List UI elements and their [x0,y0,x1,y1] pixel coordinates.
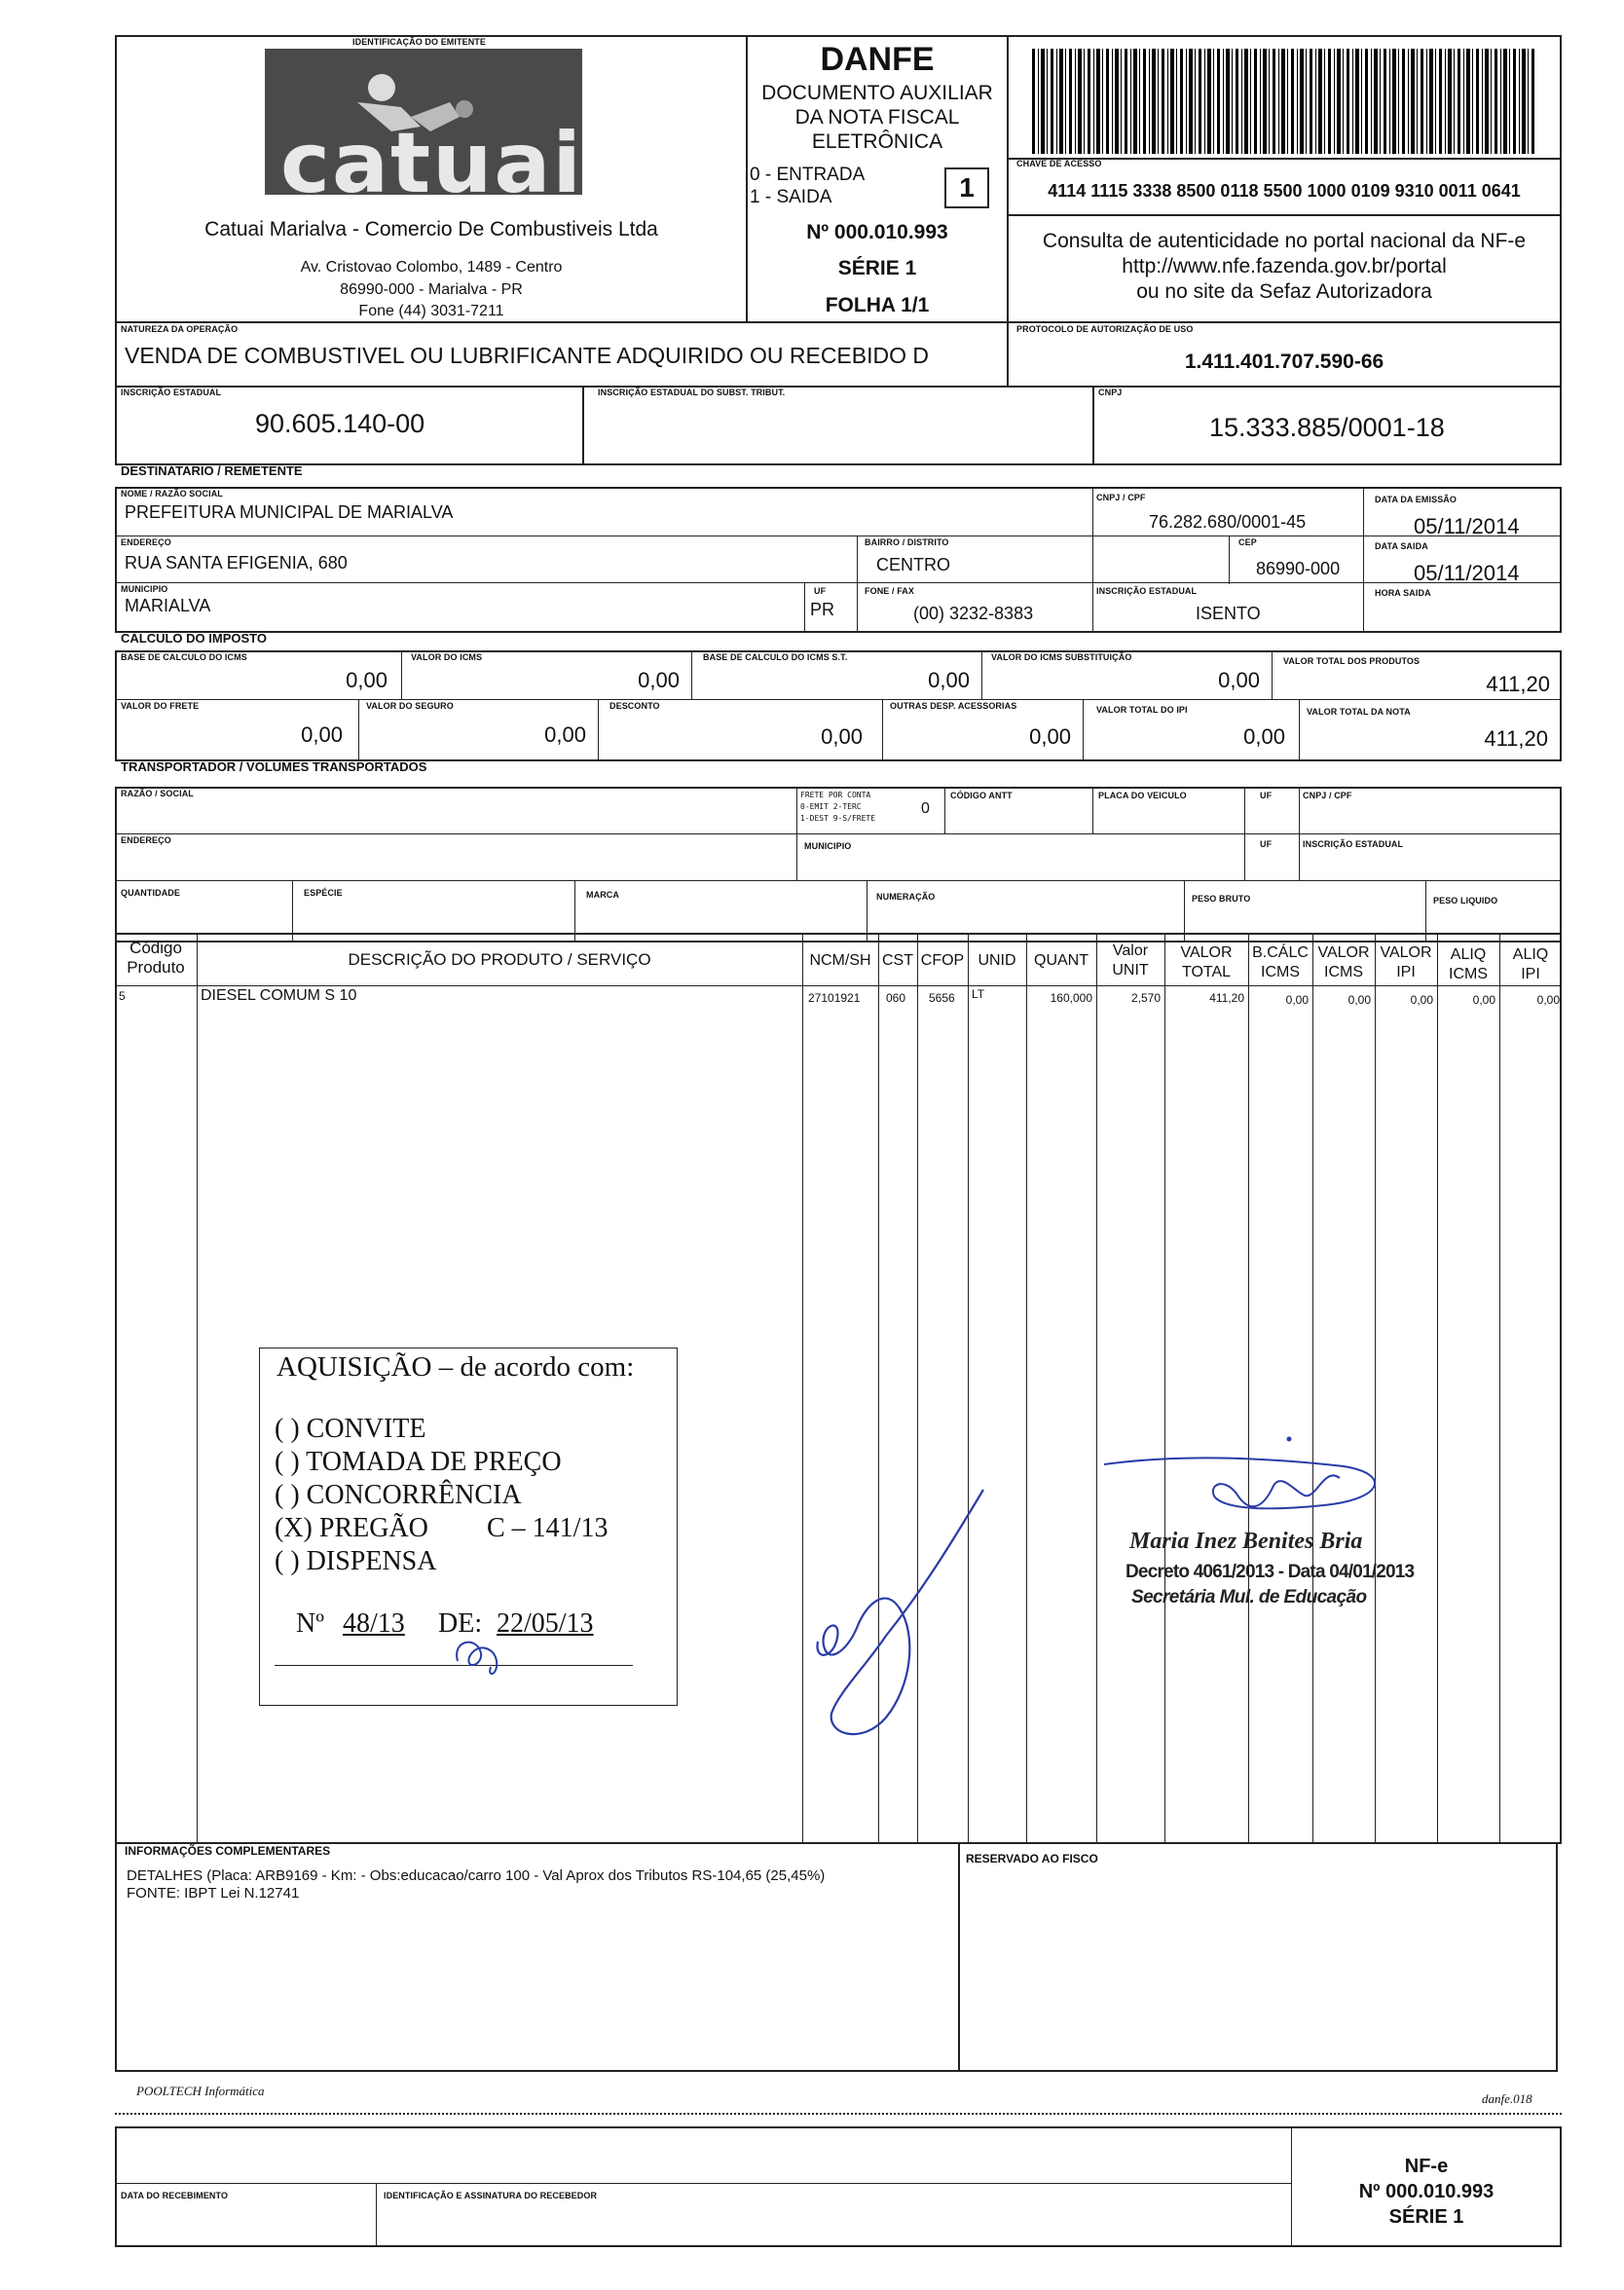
natureza-value: VENDA DE COMBUSTIVEL OU LUBRIFICANTE ADQUIRIDO OU RECEBIDO D [125,343,930,368]
trans-uf2-label: UF [1260,839,1273,849]
recebimento-label: DATA DO RECEBIMENTO [121,2191,229,2200]
hdr-vunit2: UNIT [1112,962,1149,979]
frete-label: VALOR DO FRETE [121,701,200,711]
ipi: 0,00 [1243,724,1285,749]
fisco-box [958,1842,1558,2072]
consulta-line1: Consulta de autenticidade no portal nacional da NF-e [1042,230,1527,252]
trans-marca-label: MARCA [586,890,619,900]
form-code: danfe.018 [1482,2091,1532,2106]
prod-v1 [197,933,198,1844]
seguro-label: VALOR DO SEGURO [366,701,454,711]
stamp-opt4: (X) PREGÃO [275,1513,428,1543]
item-vtotal: 411,20 [1209,991,1244,1005]
danfe-subtitle3: ELETRÔNICA [811,130,943,153]
hdr-codigo1: Código [129,939,182,957]
item-vunit: 2,570 [1130,991,1161,1005]
hdr-aicms1: ALIQ [1450,946,1487,963]
stamp-opt4b: C – 141/13 [487,1513,609,1543]
trans-line-1 [115,833,1562,834]
danfe-serie: SÉRIE 1 [837,257,917,279]
dest-cep-label: CEP [1238,537,1257,547]
item-aicms: 0,00 [1472,993,1495,1007]
hdr-vtotal2: TOTAL [1181,964,1232,980]
desconto-label: DESCONTO [609,701,660,711]
hdr-aipi1: ALIQ [1512,946,1549,963]
dest-fone-label: FONE / FAX [865,586,915,596]
recebimento-v1 [376,2183,377,2247]
dest-emissao-label: DATA DA EMISSÃO [1375,495,1457,504]
dest-ie-label: INSCRIÇÃO ESTADUAL [1096,586,1198,596]
total-prod: 411,20 [1486,672,1550,696]
prod-v6 [1026,933,1027,1844]
dest-municipio: MARIALVA [125,596,211,615]
trans-frete-val: 0 [921,800,930,817]
prod-v8 [1164,933,1165,1844]
imposto-row-line [115,699,1562,700]
valor-st: 0,00 [1218,668,1260,692]
dest-endereco: RUA SANTA EFIGENIA, 680 [125,553,348,572]
hdr-aicms2: ICMS [1449,966,1488,982]
dest-vline-3 [857,536,858,584]
dest-ie: ISENTO [1196,604,1261,623]
base-icms-label: BASE DE CALCULO DO ICMS [121,652,247,662]
item-quant: 160,000 [1050,991,1092,1005]
item-unid: LT [972,987,985,1001]
trans-v5 [1299,787,1300,880]
barcode-image [1032,49,1536,154]
info-line2: FONTE: IBPT Lei N.12741 [127,1885,300,1902]
ie-st-box [582,386,1094,465]
imp-v2 [691,650,692,699]
imp-v9 [1299,699,1300,761]
frete: 0,00 [301,722,343,747]
produtos-header-line [115,985,1562,986]
trans-uf-label: UF [1260,791,1273,800]
valor-st-label: VALOR DO ICMS SUBSTITUIÇÃO [991,652,1132,662]
trans-v3 [1092,787,1093,833]
hdr-vicms2: ICMS [1324,964,1363,980]
dest-nome: PREFEITURA MUNICIPAL DE MARIALVA [125,502,454,522]
prod-v7 [1096,933,1097,1844]
trans-v1 [796,787,797,880]
hdr-codigo2: Produto [127,958,185,977]
trans-cnpj-label: CNPJ / CPF [1303,791,1352,800]
dest-bairro: CENTRO [876,555,950,574]
logo-text: catuai [280,115,583,212]
protocolo-value: 1.411.401.707.590-66 [1184,351,1384,373]
total-nota-label: VALOR TOTAL DA NOTA [1307,707,1411,717]
emitente-phone: Fone (44) 3031-7211 [358,303,504,319]
danfe-tipo-box [944,167,989,208]
dest-cnpj: 76.282.680/0001-45 [1149,512,1307,532]
dest-vline-1 [1092,487,1093,584]
imposto-section-label: CÁLCULO DO IMPOSTO [121,631,267,646]
assinatura-label: IDENTIFICAÇÃO E ASSINATURA DO RECEBEDOR [384,2191,598,2200]
danfe-folha: FOLHA 1/1 [825,294,930,316]
dest-cnpj-label: CNPJ / CPF [1096,493,1146,502]
transportador-section-label: TRANSPORTADOR / VOLUMES TRANSPORTADOS [121,759,427,774]
info-label: INFORMAÇÕES COMPLEMENTARES [125,1844,331,1858]
total-nota: 411,20 [1484,726,1548,751]
catuai-logo [265,49,583,212]
dest-municipio-label: MUNICIPIO [121,584,168,594]
danfe-saida: 1 - SAIDA [750,187,832,207]
hdr-ncm: NCM/SH [809,952,871,969]
hdr-cst: CST [882,952,913,969]
footer-nfe: NF-e [1404,2156,1449,2177]
dest-row-line-2 [115,582,1562,583]
imp-v1 [401,650,402,699]
item-codigo: 5 [119,989,126,1003]
item-descricao: DIESEL COMUM S 10 [201,987,357,1004]
dest-vline-2 [1363,487,1364,633]
consulta-line3: ou no site da Sefaz Autorizadora [1136,280,1432,303]
dest-vline-4 [1229,536,1230,584]
item-vicms: 0,00 [1347,993,1371,1007]
trans-line-2 [115,880,1562,881]
emitente-address: Av. Cristovao Colombo, 1489 - Centro [300,259,563,276]
dest-cep: 86990-000 [1256,559,1341,578]
hdr-unid: UNID [978,952,1016,969]
imp-v8 [1083,699,1084,761]
dest-endereco-label: ENDEREÇO [121,537,171,547]
stamp-num-prefix: Nº [296,1608,324,1639]
consulta-line2[interactable]: http://www.nfe.fazenda.gov.br/portal [1122,255,1447,277]
dest-emissao: 05/11/2014 [1414,514,1520,538]
prod-v10 [1312,933,1313,1844]
trans-especie-label: ESPÉCIE [304,888,343,898]
outras-label: OUTRAS DESP. ACESSORIAS [890,701,1017,711]
dest-vline-7 [1092,582,1093,633]
signature-blue-large [808,1480,1003,1743]
dest-vline-5 [804,582,805,633]
hdr-quant: QUANT [1034,952,1089,969]
stamp-de: 22/05/13 [497,1608,594,1639]
ie-value: 90.605.140-00 [255,409,425,438]
dest-vline-6 [857,582,858,633]
hdr-vtotal1: VALOR [1180,944,1233,961]
item-bcalc: 0,00 [1285,993,1309,1007]
danfe-subtitle2: DA NOTA FISCAL [794,106,960,129]
prod-v9 [1248,933,1249,1844]
stamp-title: AQUISIÇÃO – de acordo com: [277,1351,635,1383]
trans-municipio-label: MUNICIPIO [804,841,852,851]
prod-v12 [1437,933,1438,1844]
outras: 0,00 [1029,724,1071,749]
dest-hora-label: HORA SAIDA [1375,588,1431,598]
stamp-num: 48/13 [343,1608,405,1639]
hdr-vicms1: VALOR [1317,944,1370,961]
ie-st-label: INSCRIÇÃO ESTADUAL DO SUBST. TRIBUT. [598,388,786,397]
carimbo-decreto: Decreto 4061/2013 - Data 04/01/2013 [1126,1562,1415,1582]
dest-nome-label: NOME / RAZÃO SOCIAL [121,489,223,499]
item-ncm: 27101921 [808,991,861,1005]
item-vipi: 0,00 [1410,993,1433,1007]
cnpj-emit-value: 15.333.885/0001-18 [1209,413,1445,442]
valor-icms: 0,00 [638,668,680,692]
trans-bruto-label: PESO BRUTO [1192,894,1251,904]
footer-numero: Nº 000.010.993 [1358,2181,1495,2202]
destinatario-section-label: DESTINATARIO / REMETENTE [121,463,303,478]
natureza-label: NATUREZA DA OPERAÇÃO [121,324,239,334]
trans-liquido-label: PESO LIQUIDO [1433,896,1498,905]
cut-line [115,2113,1562,2115]
protocolo-label: PROTOCOLO DE AUTORIZAÇÃO DE USO [1016,324,1194,334]
danfe-entrada: 0 - ENTRADA [750,165,866,185]
dest-saida-label: DATA SAIDA [1375,541,1428,551]
base-st: 0,00 [928,668,970,692]
prod-v11 [1375,933,1376,1844]
danfe-subtitle1: DOCUMENTO AUXILIAR [761,82,993,104]
hdr-vipi1: VALOR [1380,944,1432,961]
hdr-bcalc2: ICMS [1261,964,1300,980]
software-label: POOLTECH Informática [136,2084,265,2098]
imp-v5 [358,699,359,761]
info-line1: DETALHES (Placa: ARB9169 - Km: - Obs:educacao/carro 100 - Val Aprox dos Tributos RS-104,65 (25,45%) [127,1867,826,1884]
emitente-name: Catuai Marialva - Comercio De Combustiveis Ltda [204,218,658,240]
item-aipi: 0,00 [1536,993,1560,1007]
trans-frete-l3: 1-DEST 9-S/FRETE [800,814,876,823]
trans-qtd-label: QUANTIDADE [121,888,180,898]
trans-ie-label: INSCRIÇÃO ESTADUAL [1303,839,1404,849]
hdr-aipi2: IPI [1521,966,1540,982]
trans-v4 [1244,787,1245,880]
recebimento-line [115,2183,1291,2184]
prod-v2 [802,933,803,1844]
dest-uf-label: UF [814,586,827,596]
emitente-city: 86990-000 - Marialva - PR [340,281,523,298]
trans-v2 [944,787,945,833]
hdr-cfop: CFOP [920,952,965,969]
prod-v13 [1499,933,1500,1844]
item-cfop: 5656 [929,991,955,1005]
stamp-opt1: ( ) CONVITE [275,1414,426,1444]
imp-v7 [882,699,883,761]
fisco-label: RESERVADO AO FISCO [966,1852,1098,1865]
stamp-opt2: ( ) TOMADA DE PREÇO [275,1447,562,1477]
trans-endereco-label: ENDEREÇO [121,835,171,845]
total-prod-label: VALOR TOTAL DOS PRODUTOS [1283,656,1421,666]
item-cst: 060 [886,991,906,1005]
danfe-tipo: 1 [959,172,975,203]
cnpj-emit-label: CNPJ [1098,388,1123,397]
carimbo-name: Maria Inez Benites Bria [1129,1529,1363,1554]
trans-placa-label: PLACA DO VEICULO [1098,791,1187,800]
dest-saida: 05/11/2014 [1414,561,1520,585]
chave-label: CHAVE DE ACESSO [1016,159,1102,168]
signature-stamp-initials [448,1632,526,1686]
emitente-label: IDENTIFICAÇÃO DO EMITENTE [352,37,486,47]
dest-fone: (00) 3232-8383 [913,604,1034,623]
valor-icms-label: VALOR DO ICMS [411,652,483,662]
trans-frete-l2: 0-EMIT 2-TERC [800,802,862,811]
stamp-opt3: ( ) CONCORRÊNCIA [275,1480,522,1510]
chave-value: 4114 1115 3338 8500 0118 5500 1000 0109 9310 0011 0641 [1048,181,1521,201]
stamp-de-prefix: DE: [438,1608,483,1639]
trans-numeracao-label: NUMERAÇÃO [876,892,936,902]
trans-frete-l1: FRETE POR CONTA [800,791,871,799]
hdr-descricao: DESCRIÇÃO DO PRODUTO / SERVIÇO [348,950,651,969]
ie-label: INSCRIÇÃO ESTADUAL [121,388,222,397]
imp-v6 [598,699,599,761]
imp-v3 [981,650,982,699]
stamp-opt5: ( ) DISPENSA [275,1546,437,1576]
desconto: 0,00 [821,724,863,749]
dest-bairro-label: BAIRRO / DISTRITO [865,537,949,547]
footer-serie: SÉRIE 1 [1388,2206,1464,2228]
imp-v4 [1272,650,1273,699]
danfe-title: DANFE [820,41,935,78]
danfe-numero: Nº 000.010.993 [806,221,948,243]
trans-antt-label: CÓDIGO ANTT [950,791,1013,800]
trans-razao-label: RAZÃO / SOCIAL [121,789,194,798]
dest-uf: PR [810,600,835,619]
seguro: 0,00 [544,722,586,747]
base-icms: 0,00 [346,668,388,692]
ipi-label: VALOR TOTAL DO IPI [1096,705,1188,715]
hdr-vunit1: Valor [1112,942,1149,959]
base-st-label: BASE DE CALCULO DO ICMS S.T. [703,652,848,662]
hdr-bcalc1: B.CÁLC [1252,944,1309,961]
hdr-vipi2: IPI [1396,964,1416,980]
carimbo-cargo: Secretária Mul. de Educação [1131,1587,1367,1607]
